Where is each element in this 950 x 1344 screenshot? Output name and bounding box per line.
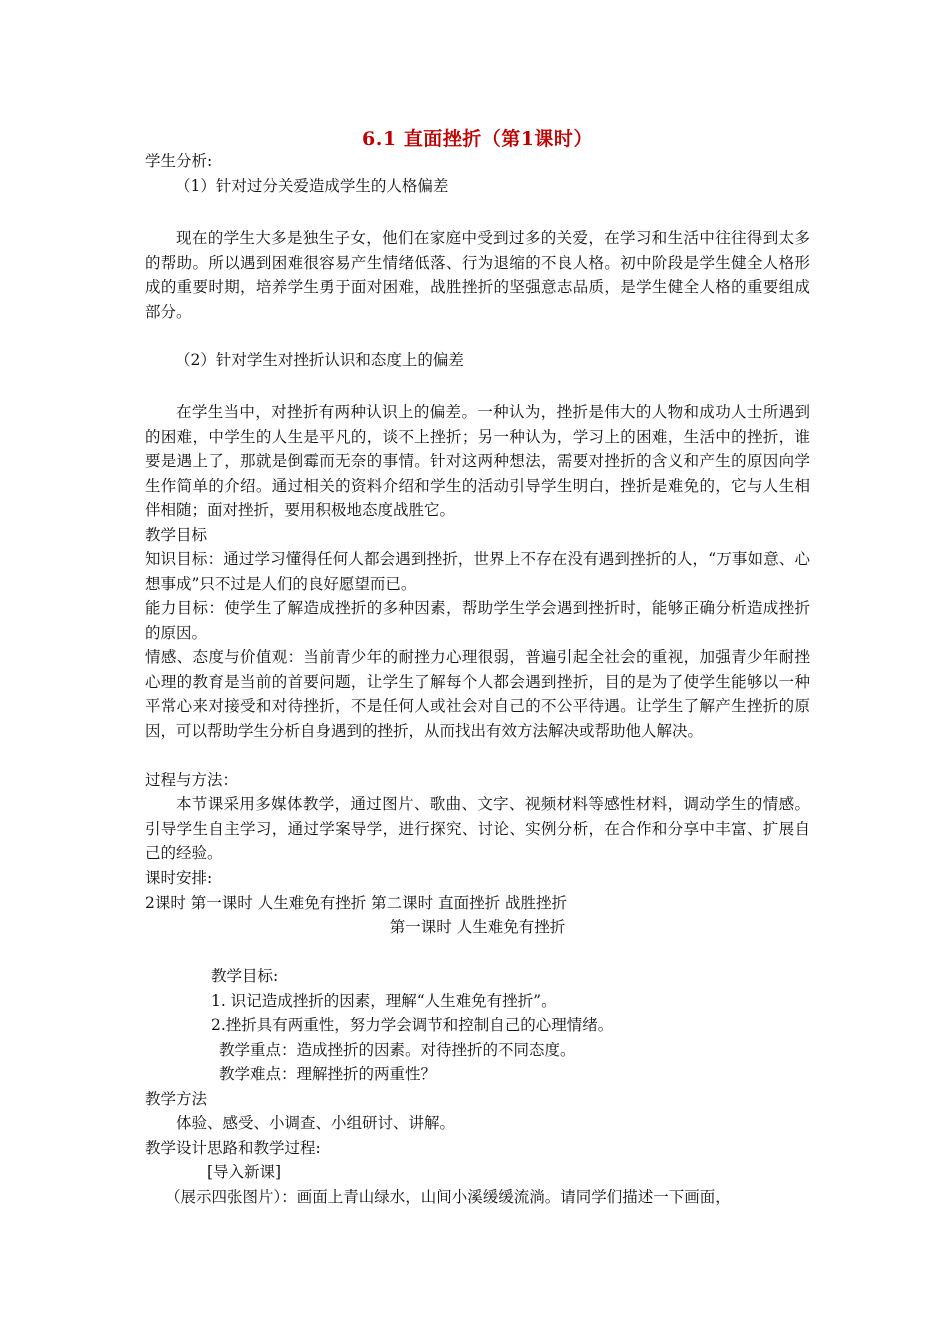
objective-1: 1. 识记造成挫折的因素，理解“人生难免有挫折”。 bbox=[211, 992, 557, 1010]
teaching-goals-heading: 教学目标 bbox=[145, 526, 208, 544]
analysis-paragraph-1: 现在的学生大多是独生子女，他们在家庭中受到过多的关爱，在学习和生活中往往得到太多的帮助。所以遇到困难很容易产生情绪低落、行为退缩的不良人格。初中阶段是学生健全人格形成的重要时期，培养学生勇于面对困难，战胜挫折的坚强意志品质，是学生健全人格的重要组成部分。 bbox=[145, 229, 810, 321]
analysis-subheading-1: （1）针对过分关爱造成学生的人格偏差 bbox=[175, 177, 449, 195]
lesson-title: 第一课时 人生难免有挫折 bbox=[389, 918, 566, 936]
knowledge-goal: 知识目标：通过学习懂得任何人都会遇到挫折，世界上不存在没有遇到挫折的人，“万事如意、心想事成”只不过是人们的良好愿望而已。 bbox=[145, 550, 810, 593]
ability-goal: 能力目标：使学生了解造成挫折的多种因素，帮助学生学会遇到挫折时，能够正确分析造成挫折的原因。 bbox=[145, 599, 810, 642]
objectives-heading: 教学目标: bbox=[211, 967, 279, 985]
document-title: 6.1 直面挫折（第1课时） bbox=[362, 128, 593, 150]
design-heading: 教学设计思路和教学过程: bbox=[145, 1139, 321, 1157]
schedule-heading: 课时安排: bbox=[145, 869, 213, 887]
student-analysis-heading: 学生分析: bbox=[145, 152, 213, 170]
analysis-paragraph-2: 在学生当中，对挫折有两种认识上的偏差。一种认为，挫折是伟大的人物和成功人士所遇到的困难，中学生的人生是平凡的，谈不上挫折；另一种认为，学习上的困难，生活中的挫折，谁要是遇上了，那就是倒霉而无奈的事情。针对这两种想法，需要对挫折的含义和产生的原因向学生作简单的介绍。通过相关的资料介绍和学生的活动引导学生明白，挫折是难免的，它与人生相伴相随；面对挫折，要用积极地态度战胜它。 bbox=[145, 403, 810, 519]
emotion-goal: 情感、态度与价值观：当前青少年的耐挫力心理很弱，普遍引起全社会的重视，加强青少年耐挫心理的教育是当前的首要问题，让学生了解每个人都会遇到挫折，目的是为了使学生能够以一种平常心来对接受和对待挫折，不是任何人或社会对自己的不公平待遇。让学生了解产生挫折的原因，可以帮助学生分析自身遇到的挫折，从而找出有效方法解决或帮助他人解决。 bbox=[145, 648, 810, 740]
intro-heading: [导入新课] bbox=[207, 1163, 282, 1181]
key-point: 教学重点：造成挫折的因素。对待挫折的不同态度。 bbox=[219, 1041, 576, 1059]
intro-line: （展示四张图片）：画面上青山绿水，山间小溪缓缓流淌。请同学们描述一下画面， bbox=[165, 1188, 731, 1206]
objective-2: 2.挫折具有两重性，努力学会调节和控制自己的心理情绪。 bbox=[211, 1016, 614, 1034]
schedule-line: 2课时 第一课时 人生难免有挫折 第二课时 直面挫折 战胜挫折 bbox=[145, 894, 567, 912]
teaching-method-line: 体验、感受、小调查、小组研讨、讲解。 bbox=[176, 1114, 456, 1132]
process-method-paragraph: 本节课采用多媒体教学，通过图片、歌曲、文字、视频材料等感性材料，调动学生的情感。引导学生自主学习，通过学案导学，进行探究、讨论、实例分析，在合作和分享中丰富、扩展自己的经验。 bbox=[145, 795, 810, 862]
difficulty-point: 教学难点：理解挫折的两重性？ bbox=[219, 1065, 437, 1083]
analysis-subheading-2: （2）针对学生对挫折认识和态度上的偏差 bbox=[175, 351, 464, 369]
teaching-method-heading: 教学方法 bbox=[145, 1090, 208, 1108]
process-method-heading: 过程与方法： bbox=[145, 771, 239, 789]
